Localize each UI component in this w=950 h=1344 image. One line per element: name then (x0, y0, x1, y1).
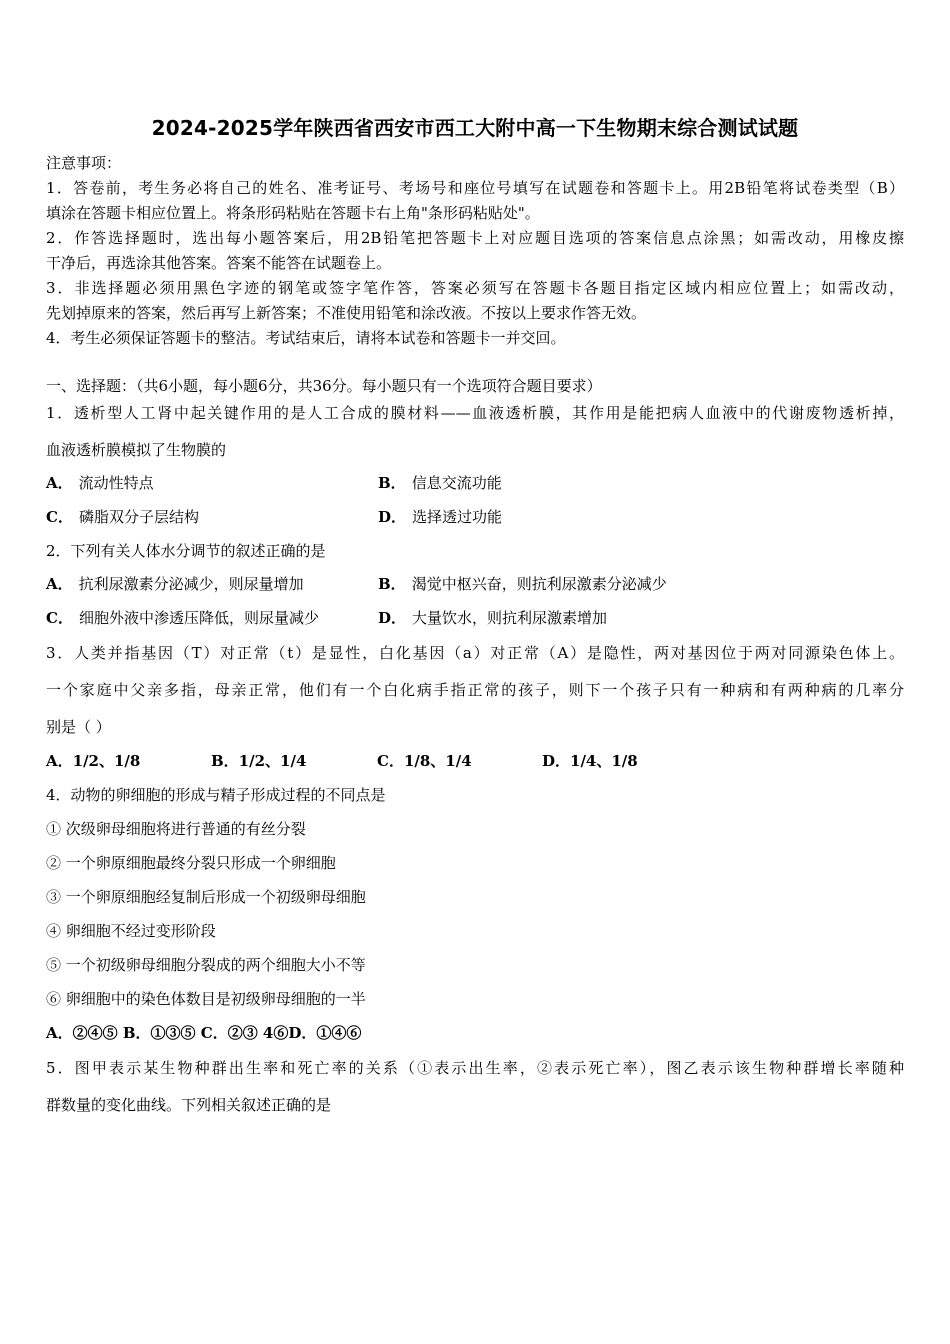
notice-line-4: 干净后，再选涂其他答案。答案不能答在试题卷上。 (46, 254, 392, 272)
question-3-option-a: A．1/2、1/8 (46, 752, 141, 770)
question-1-option-a (46, 473, 154, 493)
notice-line-3: 2．作答选择题时，选出每小题答案后，用2B铅笔把答题卡上对应题目选项的答案信息点涂黑；如需改动，用橡皮擦 (46, 229, 904, 247)
question-3-line-2: 一个家庭中父亲多指，母亲正常，他们有一个白化病手指正常的孩子，则下一个孩子只有一种病和有两种病的几率分 (46, 681, 904, 699)
question-5-line-1: 5．图甲表示某生物种群出生率和死亡率的关系（①表示出生率，②表示死亡率），图乙表示该生物种群增长率随种 (46, 1059, 904, 1077)
notice-line-1: 1．答卷前，考生务必将自己的姓名、准考证号、考场号和座位号填写在试题卷和答题卡上。用2B铅笔将试卷类型（B） (46, 179, 904, 197)
option-label: A． (46, 474, 73, 492)
option-text: 流动性特点 (78, 474, 154, 492)
option-text: 渴觉中枢兴奋，则抗利尿激素分泌减少 (411, 575, 667, 593)
question-4-item-6: ⑥ 卵细胞中的染色体数目是初级卵母细胞的一半 (46, 990, 366, 1008)
option-label: A． (46, 575, 73, 593)
question-4-item-5: ⑤ 一个初级卵母细胞分裂成的两个细胞大小不等 (46, 956, 366, 974)
option-text: 抗利尿激素分泌减少，则尿量增加 (78, 575, 304, 593)
question-3-line-3: 别是（ ） (46, 718, 111, 736)
question-1-option-c (46, 507, 199, 527)
question-4-item-4: ④ 卵细胞不经过变形阶段 (46, 922, 216, 940)
question-1-option-b (378, 473, 502, 493)
question-3-option-c: C．1/8、1/4 (377, 752, 472, 770)
notice-line-6: 先划掉原来的答案，然后再写上新答案；不准使用铅笔和涂改液。不按以上要求作答无效。 (46, 304, 647, 322)
question-4-item-1: ① 次级卵母细胞将进行普通的有丝分裂 (46, 820, 306, 838)
question-2-option-d (378, 608, 607, 628)
option-text: 细胞外液中渗透压降低，则尿量减少 (78, 609, 319, 627)
option-label: D． (378, 609, 407, 627)
option-text: 信息交流功能 (411, 474, 502, 492)
page-title: 2024-2025学年陕西省西安市西工大附中高一下生物期末综合测试试题 (151, 116, 799, 140)
question-4-options: A．②④⑤ B．①③⑤ C．②③ 4⑥D．①④⑥ (46, 1024, 362, 1042)
notice-line-5: 3．非选择题必须用黑色字迹的钢笔或签字笔作答，答案必须写在答题卡各题目指定区域内相应位置上；如需改动， (46, 279, 904, 297)
option-label: C． (46, 508, 73, 526)
notice-heading: 注意事项： (46, 154, 122, 172)
section-heading: 一、选择题：（共6小题，每小题6分，共36分。每小题只有一个选项符合题目要求） (46, 377, 602, 395)
option-text: 选择透过功能 (412, 508, 503, 526)
option-label: D． (378, 508, 407, 526)
question-5-line-2: 群数量的变化曲线。下列相关叙述正确的是 (46, 1096, 332, 1114)
notice-line-7: 4．考生必须保证答题卡的整洁。考试结束后，请将本试卷和答题卡一并交回。 (46, 329, 566, 347)
option-label: B． (378, 474, 406, 492)
question-3-option-b: B．1/2、1/4 (211, 752, 307, 770)
notice-line-2: 填涂在答题卡相应位置上。将条形码粘贴在答题卡右上角"条形码粘贴处"。 (46, 204, 540, 222)
question-2-option-b (378, 574, 667, 594)
question-3-option-d: D．1/4、1/8 (542, 752, 638, 770)
option-text: 磷脂双分子层结构 (78, 508, 199, 526)
option-label: C． (46, 609, 73, 627)
question-1-line-1: 1．透析型人工肾中起关键作用的是人工合成的膜材料——血液透析膜，其作用是能把病人血液中的代谢废物透析掉， (46, 404, 904, 422)
question-3-line-1: 3．人类并指基因（T）对正常（t）是显性，白化基因（a）对正常（A）是隐性，两对基因位于两对同源染色体上。 (46, 644, 904, 662)
question-2-option-a (46, 574, 304, 594)
question-1-line-2: 血液透析膜模拟了生物膜的 (46, 441, 227, 459)
question-1-option-d (378, 507, 502, 527)
question-2-option-c (46, 608, 319, 628)
question-2-line-1: 2．下列有关人体水分调节的叙述正确的是 (46, 542, 326, 560)
option-text: 大量饮水，则抗利尿激素增加 (412, 609, 608, 627)
question-4-item-2: ② 一个卵原细胞最终分裂只形成一个卵细胞 (46, 854, 336, 872)
question-4-line-1: 4．动物的卵细胞的形成与精子形成过程的不同点是 (46, 786, 386, 804)
option-label: B． (378, 575, 406, 593)
question-4-item-3: ③ 一个卵原细胞经复制后形成一个初级卵母细胞 (46, 888, 366, 906)
